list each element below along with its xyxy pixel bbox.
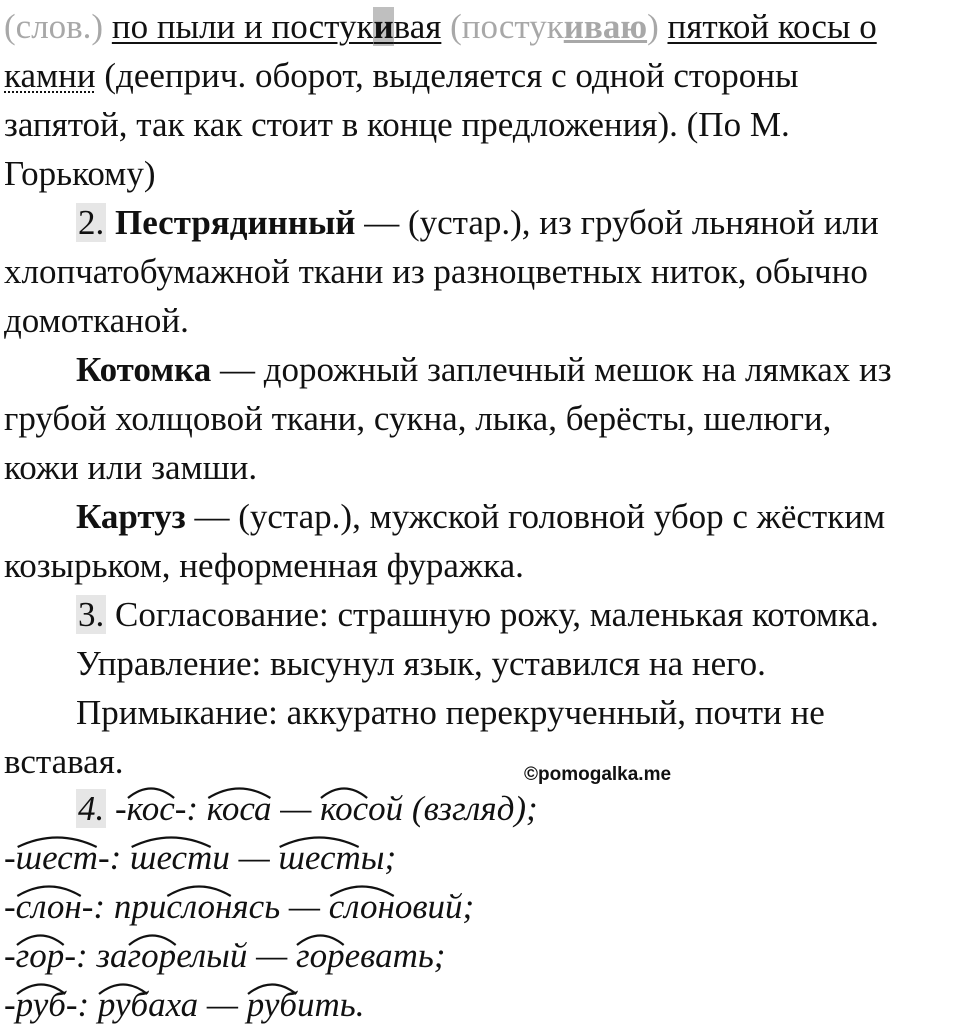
word-ending: аха — — [148, 985, 247, 1024]
root-row — [4, 883, 474, 931]
term: Котомка — [76, 350, 212, 389]
watermark: ©pomogalka.me — [524, 764, 672, 785]
root-arc-icon — [278, 832, 360, 848]
check-word-part: (постук — [450, 7, 564, 46]
root-suffix: -: — [64, 936, 97, 975]
root-label — [16, 883, 82, 931]
agreement-text: Согласование: страшную рожу, маленькая котомка. — [106, 595, 879, 634]
definition-line: грубой холщовой ткани, сукна, лыка, берёсты, шелюги, — [4, 399, 832, 438]
phrase-continuation: пяткой косы о — [667, 7, 877, 46]
root-prefix: - — [4, 936, 16, 975]
word-root — [128, 932, 177, 980]
root-text: руб — [97, 985, 149, 1024]
text-line-4: Горькому) — [4, 154, 156, 193]
definition-kotomka — [76, 346, 892, 394]
root-suffix: -: — [81, 887, 114, 926]
root-arc-icon — [16, 881, 82, 897]
root-suffix: -: — [174, 789, 207, 828]
root-label — [16, 932, 65, 980]
item-3-government: Управление: высунул язык, уставился на него. — [76, 644, 766, 683]
root-arc-icon — [98, 979, 148, 995]
word-root — [98, 981, 148, 1029]
definition-line: хлопчатобумажной ткани из разноцветных ниток, обычно — [4, 252, 868, 291]
root-text: руб — [15, 985, 66, 1024]
definition-line: домотканой. — [4, 301, 189, 340]
text-line-1 — [4, 3, 877, 51]
root-arc-icon — [320, 783, 368, 799]
highlighted-letter: и — [373, 7, 394, 46]
participle-phrase — [112, 7, 442, 46]
term: Пестрядинный — [115, 203, 356, 242]
definition-text: — (устар.), из грубой льняной или — [355, 203, 879, 242]
root-arc-icon — [16, 930, 65, 946]
word-prefix: при — [113, 887, 167, 926]
word-root — [207, 785, 272, 833]
line-text: (дееприч. оборот, выделяется с одной стороны — [95, 56, 799, 95]
root-arc-icon — [247, 979, 297, 995]
word-ending: евать; — [344, 936, 446, 975]
item-number: 2. — [78, 203, 105, 242]
root-text: шест — [15, 838, 98, 877]
root-row — [76, 785, 538, 833]
abbr-slov: (слов.) — [4, 7, 104, 46]
root-text: слон — [15, 887, 82, 926]
root-text: руб — [246, 985, 297, 1024]
root-row — [4, 834, 396, 882]
phrase-part: вая — [393, 7, 442, 46]
root-arc-icon — [16, 832, 98, 848]
root-text: гор — [15, 936, 65, 975]
item-3-adjoining-cont: вставая. — [4, 742, 124, 781]
word-root — [296, 932, 345, 980]
word-ending: — — [271, 789, 321, 828]
root-arc-icon — [127, 783, 175, 799]
root-row — [4, 981, 364, 1029]
word-root — [329, 883, 395, 931]
word-root — [278, 834, 360, 882]
root-suffix: -: — [65, 985, 98, 1024]
root-text: коса — [206, 789, 272, 828]
root-prefix: - — [4, 887, 16, 926]
word-ending: ясь — — [232, 887, 329, 926]
root-text: кос — [126, 789, 175, 828]
word-ending: ы; — [360, 838, 397, 877]
item-3-adjoining: Примыкание: аккуратно перекрученный, почти не — [76, 693, 825, 732]
root-label — [16, 834, 98, 882]
phrase-part: по пыли и постук — [111, 7, 374, 46]
word-root — [320, 785, 368, 833]
word-ending: овий; — [394, 887, 475, 926]
dotted-word: камни — [4, 56, 96, 95]
check-word-part: ) — [647, 7, 659, 46]
item-number: 4. — [78, 789, 105, 828]
root-arc-icon — [128, 930, 177, 946]
word-root — [130, 834, 212, 882]
root-text: слон — [328, 887, 395, 926]
root-label — [16, 981, 66, 1029]
root-row — [4, 932, 445, 980]
root-arc-icon — [166, 881, 232, 897]
word-root — [247, 981, 297, 1029]
text-line-2 — [4, 52, 798, 100]
word-ending: и — — [212, 838, 279, 877]
root-arc-icon — [207, 783, 272, 799]
root-text: шест — [278, 838, 361, 877]
definition-text: — (устар.), мужской головной убор с жёстким — [185, 497, 886, 536]
word-ending: елый — — [176, 936, 296, 975]
root-prefix: - — [106, 789, 127, 828]
definition-text: — дорожный заплечный мешок на лямках из — [211, 350, 892, 389]
word-root — [166, 883, 232, 931]
check-word — [450, 7, 659, 46]
root-prefix: - — [4, 985, 16, 1024]
text-line-3: запятой, так как стоит в конце предложения). (По М. — [4, 105, 790, 144]
item-3-agreement — [76, 591, 879, 639]
root-text: шест — [130, 838, 213, 877]
root-text: слон — [166, 887, 233, 926]
root-text: гор — [127, 936, 177, 975]
item-number: 3. — [78, 595, 105, 634]
word-ending: ой (взгляд); — [368, 789, 538, 828]
term: Картуз — [76, 497, 186, 536]
root-arc-icon — [329, 881, 395, 897]
definition-line: козырьком, неформенная фуражка. — [4, 546, 524, 585]
definition-line: кожи или замши. — [4, 448, 258, 487]
root-arc-icon — [16, 979, 66, 995]
word-ending: ить. — [296, 985, 365, 1024]
root-label — [127, 785, 175, 833]
word-prefix: за — [96, 936, 128, 975]
check-word-suffix: иваю — [563, 7, 648, 46]
root-text: кос — [320, 789, 369, 828]
root-text: гор — [295, 936, 345, 975]
definition-pestryadinny — [76, 199, 879, 247]
root-arc-icon — [130, 832, 212, 848]
definition-kartuz — [76, 493, 885, 541]
root-prefix: - — [4, 838, 16, 877]
root-suffix: -: — [97, 838, 131, 877]
root-arc-icon — [296, 930, 345, 946]
